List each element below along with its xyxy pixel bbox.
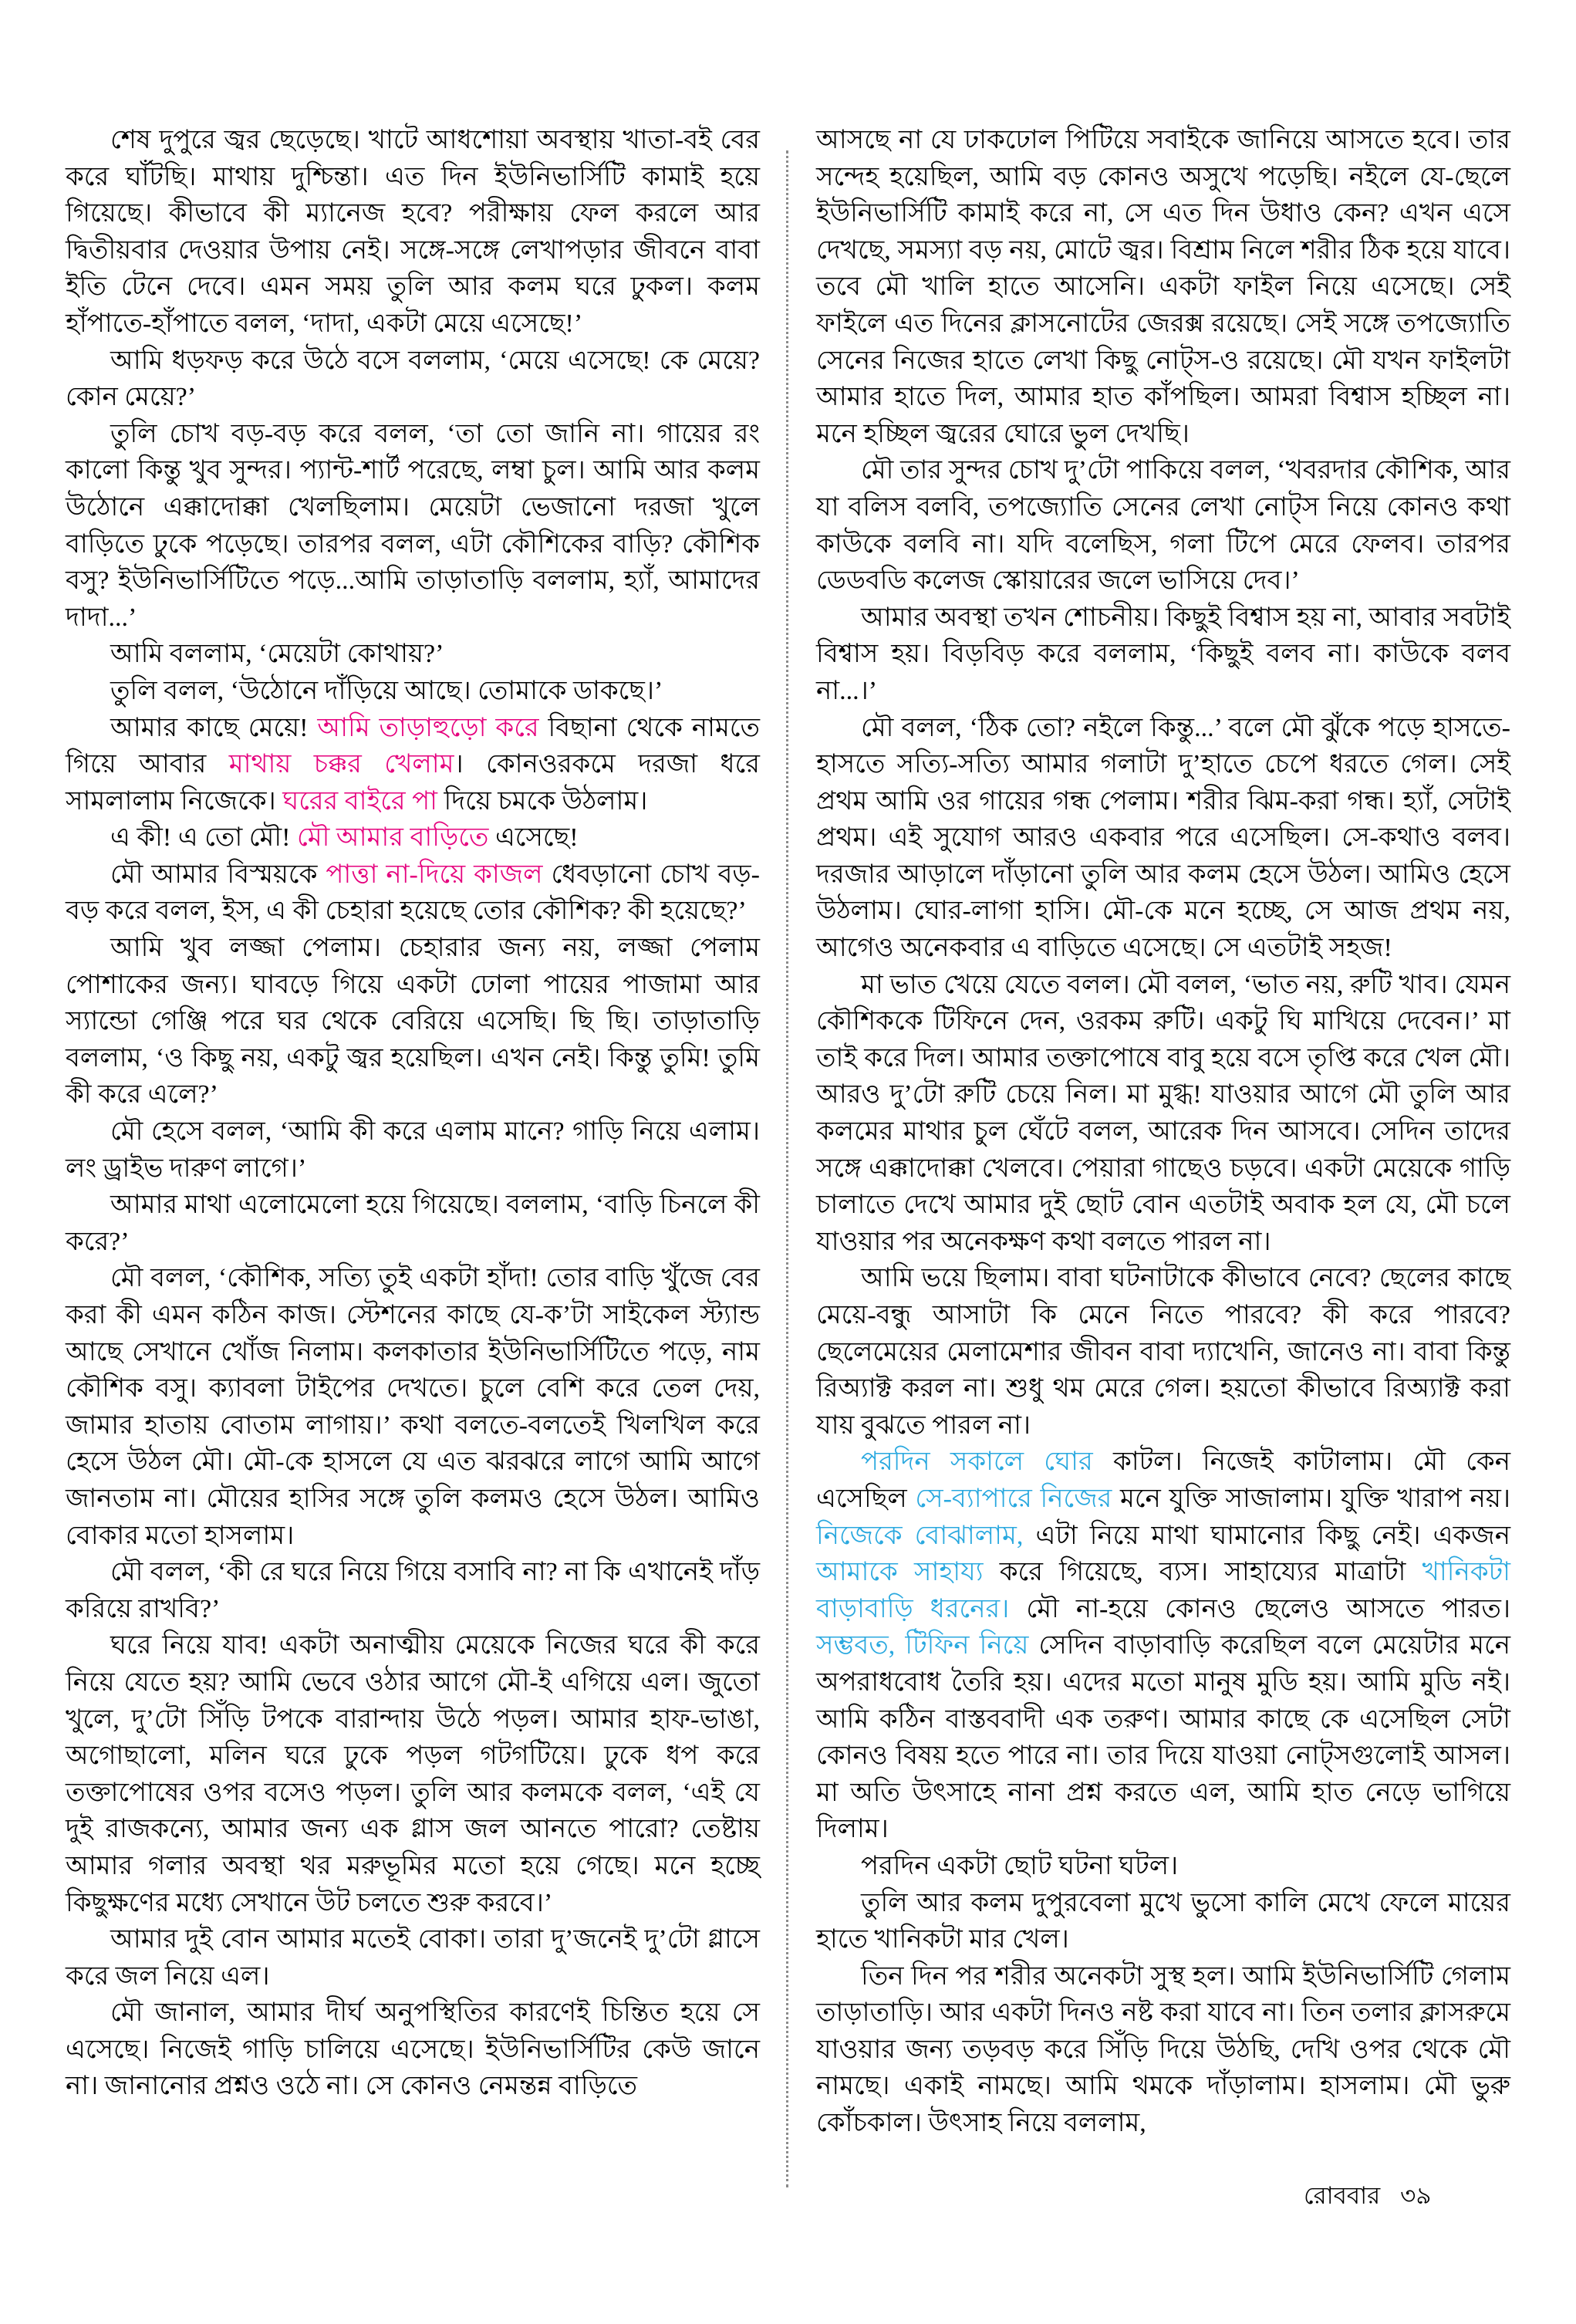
cyan-highlight-text: সম্ভবত, টিফিন নিয়ে [816,1631,1029,1660]
body-text: আমি খুব লজ্জা পেলাম। চেহারার জন্য নয়, লজ্জা পেলাম পোশাকের জন্য। ঘাবড়ে গিয়ে একটা ঢোলা পায়ের পাজামা আর স্যান্ডো গেঞ্জি পরে ঘর থেকে বেরিয়ে এসেছি। ছি ছি। তাড়াতাড়ি বললাম, ‘ও কিছু নয়, একটু জ্বর হয়েছিল। এখন নেই। কিন্তু তুমি! তুমি কী করে এলে?’ [66,934,760,1110]
body-text: তিন দিন পর শরীর অনেকটা সুস্থ হল। আমি ইউনিভার্সিটি গেলাম তাড়াতাড়ি। আর একটা দিনও নষ্ট করা যাবে না। তিন তলার ক্লাসরুমে যাওয়ার জন্য তড়বড় করে সিঁড়ি দিয়ে উঠছি, দেখি ওপর থেকে মৌ নামছে। একাই নামছে। আমি থমকে দাঁড়ালাম। হাসলাম। মৌ ভুরু কোঁচকাল। উৎসাহ নিয়ে বললাম, [816,1961,1510,2138]
cyan-highlight-text: আমাকে সাহায্য [816,1558,984,1587]
body-text: মৌ না-হয়ে কোনও ছেলেও আসতে পারত। [1009,1594,1510,1623]
body-text: কাটল। নিজেই কাটালাম। মৌ কেন এসেছিল [816,1447,1511,1513]
body-text: মৌ বলল, ‘কী রে ঘরে নিয়ে গিয়ে বসাবি না? না কি এখানেই দাঁড় করিয়ে রাখবি?’ [66,1558,760,1623]
body-text: শেষ দুপুরে জ্বর ছেড়েছে। খাটে আধশোয়া অবস্থায় খাতা-বই বের করে ঘাঁটছি। মাথায় দুশ্চিন্তা। এত দিন ইউনিভার্সিটি কামাই হয়ে গিয়েছে। কীভাবে কী ম্যানেজ হবে? পরীক্ষায় ফেল করলে আর দ্বিতীয়বার দেওয়ার উপায় নেই। সঙ্গে-সঙ্গে লেখাপড়ার জীবনে বাবা ইতি টেনে দেবে। এমন সময় তুলি আর কলম ঘরে ঢুকল। কলম হাঁপাতে-হাঁপাতে বলল, ‘দাদা, একটা মেয়ে এসেছে!’ [66,126,760,338]
body-text: বিছানা থেকে নামতে গিয়ে আবার [66,713,760,779]
paragraph [66,673,760,710]
magenta-highlight-text: ঘরের বাইরে পা [282,786,438,816]
magenta-highlight-text: মাথায় চক্কর খেলাম [228,750,454,779]
paragraph [66,1113,760,1187]
body-text: সেদিন বাড়াবাড়ি করেছিল বলে মেয়েটার মনে অপরাধবোধ তৈরি হয়। এদের মতো মানুষ মুডি হয়। আমি মুডি নই। আমি কঠিন বাস্তববাদী এক তরুণ। আমার কাছে কে এসেছিল সেটা কোনও বিষয় হতে পারে না। তার দিয়ে যাওয়া নোট্‌সগুলোই আসল। মা অতি উৎসাহে নানা প্রশ্ন করতে এল, আমি হাত নেড়ে ভাগিয়ে দিলাম। [816,1631,1511,1844]
paragraph [66,1921,760,1995]
paragraph [66,343,760,416]
paragraph [816,452,1510,599]
paragraph [66,1260,760,1554]
body-text: মনে যুক্তি সাজালাম। যুক্তি খারাপ নয়। [1112,1484,1511,1513]
cyan-highlight-text: নিজেকে বোঝালাম, [816,1521,1024,1550]
magenta-highlight-text: পাত্তা না-দিয়ে কাজল [326,860,543,889]
footer [1304,2180,1431,2211]
paragraph [816,967,1510,1261]
paragraph [816,1444,1510,1848]
paragraph [66,122,760,343]
paragraph [816,600,1510,710]
body-text: আমার দুই বোন আমার মতেই বোকা। তারা দু’জনেই দু’টো গ্লাসে করে জল নিয়ে এল। [66,1925,760,1991]
text-column-right [816,122,1510,2142]
magenta-highlight-text: আমি তাড়াহুড়ো করে [317,713,539,742]
paragraph [66,930,760,1113]
paragraph [66,1187,760,1260]
paragraph [66,636,760,673]
paragraph [66,819,760,856]
body-text: আমি বললাম, ‘মেয়েটা কোথায়?’ [110,640,444,669]
body-text: মৌ হেসে বলল, ‘আমি কী করে এলাম মানে? গাড়ি নিয়ে এলাম। লং ড্রাইভ দারুণ লাগে।’ [66,1117,760,1183]
page-number: ৩৯ [1400,2182,1432,2209]
paragraph [816,1885,1510,1958]
body-text: তুলি আর কলম দুপুরবেলা মুখে ভুসো কালি মেখে ফেলে মায়ের হাতে খানিকটা মার খেল। [816,1888,1510,1954]
body-text: আসছে না যে ঢাকঢোল পিটিয়ে সবাইকে জানিয়ে আসতে হবে। তার সন্দেহ হয়েছিল, আমি বড় কোনও অসুখে পড়েছি। নইলে যে-ছেলে ইউনিভার্সিটি কামাই করে না, সে এত দিন উধাও কেন? এখন এসে দেখছে, সমস্যা বড় নয়, মোটে জ্বর। বিশ্রাম নিলে শরীর ঠিক হয়ে যাবে। তবে মৌ খালি হাতে আসেনি। একটা ফাইল নিয়ে এসেছে। সেই ফাইলে এত দিনের ক্লাসনোটের জেরক্স রয়েছে। সেই সঙ্গে তপজ্যোতি সেনের নিজের হাতে লেখা কিছু নোট্‌স-ও রয়েছে। মৌ যখন ফাইলটা আমার হাতে দিল, আমার হাত কাঁপছিল। আমরা বিশ্বাস হচ্ছিল না। মনে হচ্ছিল জ্বরের ঘোরে ভুল দেখছি। [816,126,1510,448]
paragraph [816,1260,1510,1444]
paragraph [66,1995,760,2105]
body-text: আমি ভয়ে ছিলাম। বাবা ঘটনাটাকে কীভাবে নেবে? ছেলের কাছে মেয়ে-বন্ধু আসাটা কি মেনে নিতে পারবে? কী করে পারবে? ছেলেমেয়ের মেলামেশার জীবন বাবা দ্যাখেনি, জানেও না। বাবা কিন্তু রিঅ্যাক্ট করল না। শুধু থম মেরে গেল। হয়তো কীভাবে রিঅ্যাক্ট করা যায় বুঝতে পারল না। [816,1264,1510,1440]
body-text: মা ভাত খেয়ে যেতে বলল। মৌ বলল, ‘ভাত নয়, রুটি খাব। যেমন কৌশিককে টিফিনে দেন, ওরকম রুটি। একটু ঘি মাখিয়ে দেবেন।’ মা তাই করে দিল। আমার তক্তাপোষে বাবু হয়ে বসে তৃপ্তি করে খেল মৌ। আরও দু’টো রুটি চেয়ে নিল। মা মুগ্ধ! যাওয়ার আগে মৌ তুলি আর কলমের মাথার চুল ঘেঁটে বলল, আরেক দিন আসবে। সেদিন তাদের সঙ্গে এক্কাদোক্কা খেলবে। পেয়ারা গাছেও চড়বে। একটা মেয়েকে গাড়ি চালাতে দেখে আমার দুই ছোট বোন এতটাই অবাক হল যে, মৌ চলে যাওয়ার পর অনেকক্ষণ কথা বলতে পারল না। [816,970,1510,1256]
body-text: আমার মাথা এলোমেলো হয়ে গিয়েছে। বললাম, ‘বাড়ি চিনলে কী করে?’ [66,1191,760,1256]
body-text: তুলি বলল, ‘উঠোনে দাঁড়িয়ে আছে। তোমাকে ডাকছে।’ [110,676,663,705]
paragraph [66,1627,760,1921]
magenta-highlight-text: মৌ আমার বাড়িতে [296,823,489,853]
paragraph [816,710,1510,967]
body-text: মৌ তার সুন্দর চোখ দু’টো পাকিয়ে বলল, ‘খবরদার কৌশিক, আর যা বলিস বলবি, তপজ্যোতি সেনের লেখা নোট্‌স নিয়ে কোনও কথা কাউকে বলবি না। যদি বলেছিস, গলা টিপে মেরে ফেলব। তারপর ডেডবডি কলেজ স্কোয়ারের জলে ভাসিয়ে দেব।’ [816,456,1510,596]
body-text: ধেবড়ানো চোখ বড়-বড় করে বলল, ইস, এ কী চেহারা হয়েছে তোর কৌশিক? কী হয়েছে?’ [66,860,760,926]
text-column-left [66,122,760,2105]
body-text: মৌ বলল, ‘কৌশিক, সত্যি তুই একটা হাঁদা! তোর বাড়ি খুঁজে বের করা কী এমন কঠিন কাজ। স্টেশনের কাছে যে-ক’টা সাইকেল স্ট্যান্ড আছে সেখানে খোঁজ নিলাম। কলকাতার ইউনিভার্সিটিতে পড়ে, নাম কৌশিক বসু। ক্যাবলা টাইপের দেখতে। চুলে বেশি করে তেল দেয়, জামার হাতায় বোতাম লাগায়।’ কথা বলতে-বলতেই খিলখিল করে হেসে উঠল মৌ। মৌ-কে হাসলে যে এত ঝরঝরে লাগে আমি আগে জানতাম না। মৌয়ের হাসির সঙ্গে তুলি কলমও হেসে উঠল। আমিও বোকার মতো হাসলাম। [66,1264,760,1550]
paragraph [816,1848,1510,1885]
body-text: । কোনওরকমে দরজা ধরে সামলালাম নিজেকে। [66,750,760,816]
body-text: পরদিন একটা ছোট ঘটনা ঘটল। [861,1851,1179,1880]
body-text: আমার কাছে মেয়ে! [110,713,318,742]
paragraph [66,1554,760,1627]
cyan-highlight-text: খানিকটা বাড়াবাড়ি ধরনের। [816,1558,1510,1623]
paragraph [66,416,760,637]
cyan-highlight-text: সে-ব্যাপারে নিজের [915,1484,1112,1513]
paragraph [816,122,1510,452]
body-text: মৌ বলল, ‘ঠিক তো? নইলে কিন্তু...’ বলে মৌ ঝুঁকে পড়ে হাসতে-হাসতে সত্যি-সত্যি আমার গলাটা দু’হাতে চেপে ধরতে গেল। সেই প্রথম আমি ওর গায়ের গন্ধ পেলাম। শরীর ঝিম-করা গন্ধ। হ্যাঁ, সেটাই প্রথম। এই সুযোগ আরও একবার পরে এসেছিল। সে-কথাও বলব। দরজার আড়ালে দাঁড়ানো তুলি আর কলম হেসে উঠল। আমিও হেসে উঠলাম। ঘোর-লাগা হাসি। মৌ-কে মনে হচ্ছে, সে আজ প্রথম নয়, আগেও অনেকবার এ বাড়িতে এসেছে। সে এতটাই সহজ! [816,713,1510,963]
paragraph [66,710,760,820]
body-text: এটা নিয়ে মাথা ঘামানোর কিছু নেই। একজন [1023,1521,1511,1550]
body-text: এ কী! এ তো মৌ! [110,823,297,853]
body-text: তুলি চোখ বড়-বড় করে বলল, ‘তা তো জানি না। গায়ের রং কালো কিন্তু খুব সুন্দর। প্যান্ট-শার্ট পরেছে, লম্বা চুল। আমি আর কলম উঠোনে এক্কাদোক্কা খেলছিলাম। মেয়েটা ভেজানো দরজা খুলে বাড়িতে ঢুকে পড়েছে। তারপর বলল, এটা কৌশিকের বাড়ি? কৌশিক বসু? ইউনিভার্সিটিতে পড়ে...আমি তাড়াতাড়ি বললাম, হ্যাঁ, আমাদের দাদা...’ [66,419,760,632]
body-text: এসেছে! [488,823,579,853]
body-text: মৌ জানাল, আমার দীর্ঘ অনুপস্থিতির কারণেই চিন্তিত হয়ে সে এসেছে। নিজেই গাড়ি চালিয়ে এসেছে। ইউনিভার্সিটির কেউ জানে না। জানানোর প্রশ্নও ওঠে না। সে কোনও নেমন্তন্ন বাড়িতে [66,1998,760,2101]
body-text: দিয়ে চমকে উঠলাম। [437,786,648,816]
body-text: আমি ধড়ফড় করে উঠে বসে বললাম, ‘মেয়ে এসেছে! কে মেয়ে? কোন মেয়ে?’ [66,346,760,412]
cyan-highlight-text: পরদিন সকালে ঘোর [861,1447,1093,1477]
paragraph [66,856,760,930]
magazine-name: রোববার [1304,2182,1381,2209]
column-divider [786,150,788,2187]
paragraph [816,1958,1510,2142]
body-text: ঘরে নিয়ে যাব! একটা অনাত্মীয় মেয়েকে নিজের ঘরে কী করে নিয়ে যেতে হয়? আমি ভেবে ওঠার আগে মৌ-ই এগিয়ে এল। জুতো খুলে, দু’টো সিঁড়ি টপকে বারান্দায় উঠে পড়ল। আমার হাফ-ভাঙা, অগোছালো, মলিন ঘরে ঢুকে পড়ল গটগটিয়ে। ঢুকে ধপ করে তক্তাপোষের ওপর বসেও পড়ল। তুলি আর কলমকে বলল, ‘এই যে দুই রাজকন্যে, আমার জন্য এক গ্লাস জল আনতে পারো? তেষ্টায় আমার গলার অবস্থা থর মরুভূমির মতো হয়ে গেছে। মনে হচ্ছে কিছুক্ষণের মধ্যে সেখানে উট চলতে শুরু করবে।’ [66,1631,760,1917]
body-text: করে গিয়েছে, ব্যস। সাহায্যের মাত্রাটা [983,1558,1422,1587]
body-text: আমার অবস্থা তখন শোচনীয়। কিছুই বিশ্বাস হয় না, আবার সবটাই বিশ্বাস হয়। বিড়বিড় করে বললাম, ‘কিছুই বলব না। কাউকে বলব না...।’ [816,603,1510,705]
body-text: মৌ আমার বিস্ময়কে [110,860,326,889]
